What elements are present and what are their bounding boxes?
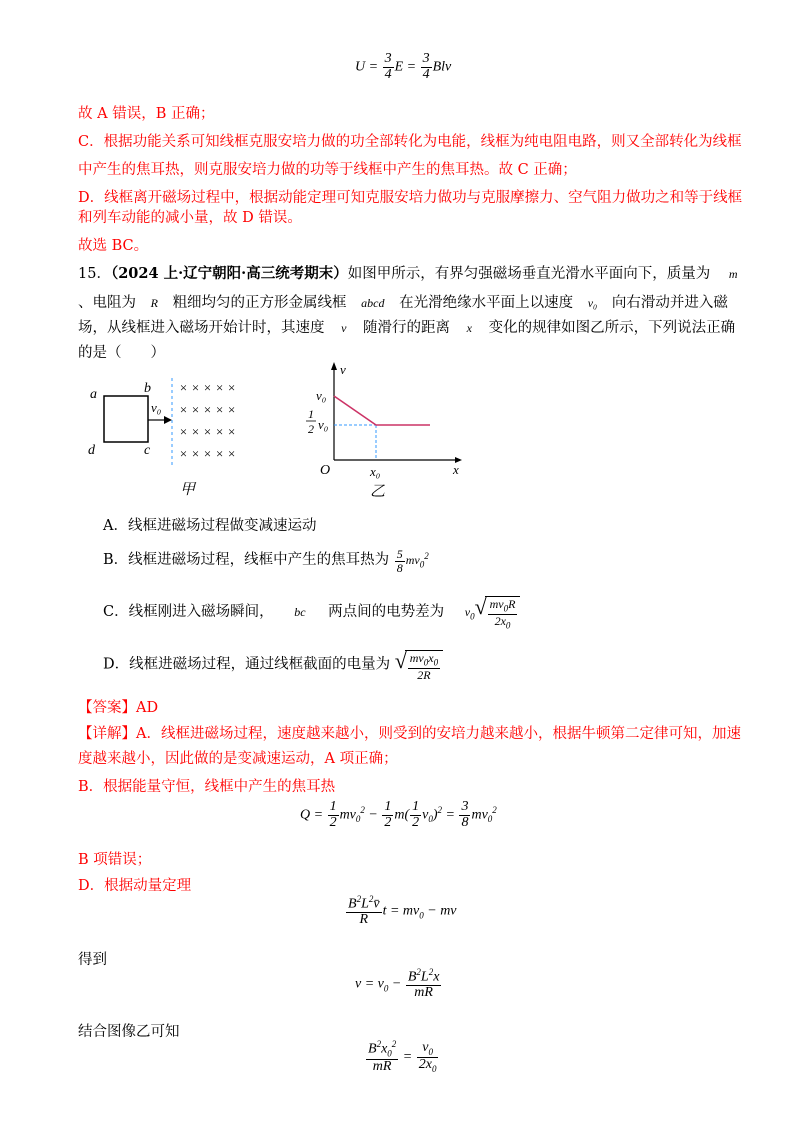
equation-q: Q = $\frac{1}{2}$ $mv_0^2$ − $\frac{1}{2}$ m( $\frac{1}{2}$ $v_0)^2$ = $\frac{3}{8}$ $mv_0^2$	[300, 799, 497, 830]
label-a: a	[90, 387, 97, 402]
caption-yi: 乙	[370, 482, 386, 500]
tick-half-v0: v₀	[318, 417, 329, 432]
detail-d-1: D．根据动量定理	[78, 878, 192, 894]
option-d: D．线框进磁场过程，通过线框截面的电量为 √ $\frac{mv_0x_0}{2R}$	[103, 650, 443, 681]
answer: 【答案】AD	[78, 700, 159, 716]
equation-v: $v = v_0$ − $\frac{B^2L^2x}{mR}$	[355, 967, 440, 1001]
tick-half-den: 2	[308, 422, 314, 436]
velocity-arrowhead	[164, 416, 172, 424]
axis-label-x: x	[453, 462, 459, 477]
detail-a-1: 【详解】A．线框进磁场过程，速度越来越小，则受到的安培力越来越小，根据牛顿第二定律可知，加速	[78, 726, 741, 742]
detail-b-wrong: B 项错误；	[78, 852, 152, 868]
detail-b-1: B．根据能量守恒，线框中产生的焦耳热	[78, 779, 336, 795]
detail-a-2: 度越来越小，因此做的是变减速运动，A 项正确；	[78, 751, 398, 767]
var-m: m	[728, 267, 738, 281]
option-d-explain-2: 和列车动能的减小量，故 D 错误。	[78, 210, 302, 226]
equation-u: U = $\frac{3}{4}$ E = $\frac{3}{4}$ Blv	[355, 51, 452, 82]
question-line-2: 、电阻为 R 粗细均匀的正方形金属线框 abcd 在光滑绝缘水平面上以速度 v₀ 向右滑动并进入磁	[78, 295, 728, 311]
y-axis-arrow	[331, 362, 337, 370]
option-b: B．线框进磁场过程，线框中产生的焦耳热为 $\frac{5}{8}$ $mv_0^2$	[103, 547, 429, 575]
figure-left	[80, 368, 280, 498]
question-line-3: 场，从线框进入磁场开始计时，其速度 v 随滑行的距离 x 变化的规律如图乙所示，下列说法正确	[78, 320, 736, 336]
option-c-explain-2: 中产生的焦耳热，则克服安培力做的功等于线框中产生的焦耳热。故 C 正确；	[78, 162, 577, 178]
equation-combine: $\frac{B^2x_0^2}{mR}$ = $\frac{v_0}{2x_0}$	[368, 1039, 437, 1074]
label-d: d	[88, 443, 95, 458]
label-b: b	[144, 381, 151, 396]
option-c-formula: $v_0$ √ $\frac{mv_0R}{2x_0}$	[465, 605, 521, 619]
tick-half-num: 1	[308, 407, 314, 421]
svg-text:× × × × ×: × × × × ×	[179, 446, 236, 461]
detail-get: 得到	[78, 952, 107, 968]
axis-label-v: v	[340, 362, 346, 377]
tick-x0: x₀	[370, 464, 381, 479]
tick-v0: v₀	[316, 388, 327, 403]
question-line-1: 15．（2024 上·辽宁朝阳·高三统考期末）如图甲所示，有界匀强磁场垂直光滑水平面向下，质量为 m	[78, 265, 738, 282]
conclusion-ab: 故 A 错误，B 正确；	[78, 106, 215, 122]
label-v0: v₀	[151, 400, 162, 415]
option-c-explain-1: C．根据功能关系可知线框克服安培力做的功全部转化为电能，线框为纯电阻电路，则又全部转化为线框	[78, 134, 742, 150]
svg-text:× × × × ×: × × × × ×	[179, 424, 236, 439]
option-d-explain-1: D．线框离开磁场过程中，根据动能定理可知克服安培力做功与克服摩擦力、空气阻力做功之和等于线框	[78, 190, 743, 206]
origin-label: O	[320, 463, 331, 478]
option-b-formula: $\frac{5}{8}$ $mv_0^2$	[396, 547, 429, 575]
svg-text:× × × × ×: × × × × ×	[179, 402, 236, 417]
prev-choice: 故选 BC。	[78, 238, 149, 254]
option-d-formula: √ $\frac{mv_0x_0}{2R}$	[395, 657, 443, 671]
label-c: c	[144, 443, 151, 458]
svg-text:× × × × ×: × × × × ×	[179, 380, 236, 395]
question-number: 15．	[78, 266, 111, 282]
velocity-curve	[334, 396, 430, 425]
figure-right-graph	[300, 360, 470, 500]
equation-momentum: $\frac{B^2L^2v̄}{R}$ $t = mv_0$ − mv	[348, 894, 457, 928]
question-line-4: 的是（ ）	[78, 345, 165, 361]
question-source: （2024 上·辽宁朝阳·高三统考期末）	[110, 265, 348, 282]
caption-jia: 甲	[180, 480, 196, 498]
wire-frame	[104, 396, 148, 442]
detail-combine: 结合图像乙可知	[78, 1024, 180, 1040]
magnetic-field-crosses	[179, 380, 236, 461]
answer-value: AD	[136, 700, 159, 716]
option-c: C．线框刚进入磁场瞬间， bc 两点间的电势差为 $v_0$ √ $\frac{mv_0R}{2x_0}$	[103, 596, 520, 631]
option-a: A．线框进磁场过程做变减速运动	[103, 518, 317, 534]
